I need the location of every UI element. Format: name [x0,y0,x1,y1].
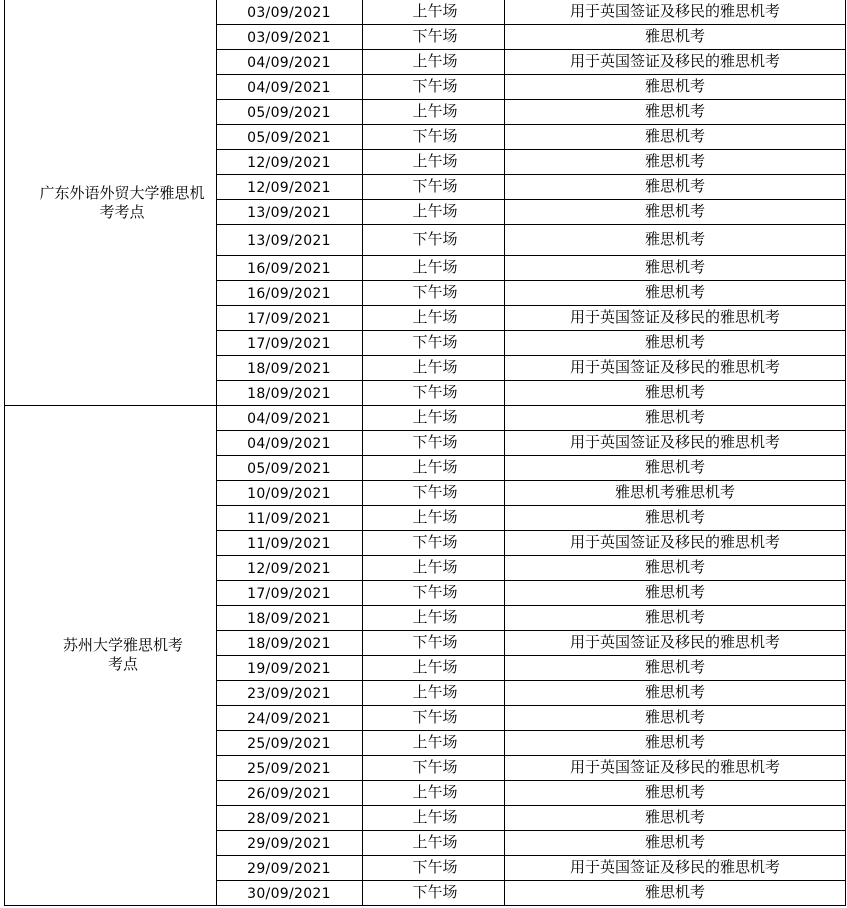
row-border [216,430,846,431]
date-cell: 11/09/2021 [247,510,331,527]
date-cell: 18/09/2021 [247,360,331,377]
date-cell: 29/09/2021 [247,835,331,852]
row-border [216,530,846,531]
session-cell: 上午场 [412,807,458,826]
row-border [216,199,846,200]
row-border [216,855,846,856]
exam-type-cell: 雅思机考 [644,176,705,195]
date-cell: 25/09/2021 [247,735,331,752]
session-cell: 下午场 [412,332,458,351]
date-cell: 16/09/2021 [247,285,331,302]
exam-type-cell: 雅思机考 [644,151,705,170]
date-cell: 17/09/2021 [247,310,331,327]
row-border [216,24,846,25]
exam-type-cell: 雅思机考 [644,507,705,526]
date-cell: 18/09/2021 [247,610,331,627]
session-cell: 下午场 [412,882,458,901]
row-border [216,755,846,756]
exam-type-cell: 用于英国签证及移民的雅思机考 [569,2,780,20]
date-cell: 17/09/2021 [247,335,331,352]
date-cell: 04/09/2021 [247,54,331,71]
row-border [216,830,846,831]
date-cell: 19/09/2021 [247,660,331,677]
exam-type-cell: 雅思机考 [644,76,705,95]
date-cell: 28/09/2021 [247,810,331,827]
session-cell: 上午场 [412,457,458,476]
exam-type-cell: 用于英国签证及移民的雅思机考 [569,632,780,651]
row-border [216,380,846,381]
session-cell: 上午场 [412,201,458,220]
session-cell: 下午场 [412,582,458,601]
exam-type-cell: 雅思机考 [644,782,705,801]
date-cell: 05/09/2021 [247,129,331,146]
exam-type-cell: 雅思机考 [644,807,705,826]
exam-type-cell: 用于英国签证及移民的雅思机考 [569,532,780,551]
session-cell: 下午场 [412,707,458,726]
session-cell: 下午场 [412,126,458,145]
date-cell: 12/09/2021 [247,154,331,171]
row-border [216,280,846,281]
exam-type-cell: 雅思机考 [644,382,705,401]
session-cell: 下午场 [412,482,458,501]
row-border [216,455,846,456]
exam-type-cell: 雅思机考 [644,332,705,351]
session-cell: 上午场 [412,507,458,526]
exam-type-cell: 雅思机考 [644,557,705,576]
date-cell: 12/09/2021 [247,560,331,577]
row-border [216,305,846,306]
venue-separator [4,405,846,406]
exam-type-cell: 用于英国签证及移民的雅思机考 [569,757,780,776]
exam-type-cell: 雅思机考 [644,26,705,45]
session-cell: 上午场 [412,782,458,801]
session-cell: 上午场 [412,151,458,170]
date-cell: 23/09/2021 [247,685,331,702]
session-cell: 上午场 [412,2,458,20]
session-cell: 上午场 [412,557,458,576]
row-border [216,630,846,631]
session-cell: 上午场 [412,357,458,376]
session-cell: 上午场 [412,101,458,120]
session-cell: 下午场 [412,432,458,451]
date-cell: 04/09/2021 [247,410,331,427]
exam-type-cell: 雅思机考 [644,101,705,120]
row-border [216,655,846,656]
date-cell: 24/09/2021 [247,710,331,727]
column-border [845,0,846,906]
row-border [216,174,846,175]
session-cell: 下午场 [412,26,458,45]
exam-type-cell: 用于英国签证及移民的雅思机考 [569,432,780,451]
row-border [216,555,846,556]
row-border [216,705,846,706]
session-cell: 上午场 [412,51,458,70]
date-cell: 26/09/2021 [247,785,331,802]
row-border [216,355,846,356]
venue-name-suzhou: 苏州大学雅思机考考点 [62,636,183,673]
exam-type-cell: 雅思机考雅思机考 [614,482,735,501]
date-cell: 04/09/2021 [247,79,331,96]
exam-type-cell: 雅思机考 [644,282,705,301]
exam-type-cell: 雅思机考 [644,607,705,626]
session-cell: 下午场 [412,532,458,551]
exam-type-cell: 雅思机考 [644,582,705,601]
exam-type-cell: 雅思机考 [644,657,705,676]
date-cell: 30/09/2021 [247,885,331,902]
exam-type-cell: 雅思机考 [644,201,705,220]
row-border [216,49,846,50]
row-border [216,224,846,225]
column-border [216,0,217,906]
exam-type-cell: 雅思机考 [644,732,705,751]
row-border [216,680,846,681]
row-border [216,99,846,100]
session-cell: 上午场 [412,307,458,326]
session-cell: 上午场 [412,732,458,751]
row-border [216,149,846,150]
session-cell: 上午场 [412,607,458,626]
exam-type-cell: 雅思机考 [644,457,705,476]
session-cell: 下午场 [412,382,458,401]
date-cell: 29/09/2021 [247,860,331,877]
session-cell: 下午场 [412,857,458,876]
date-cell: 13/09/2021 [247,232,331,249]
date-cell: 18/09/2021 [247,635,331,652]
exam-type-cell: 雅思机考 [644,682,705,701]
date-cell: 17/09/2021 [247,585,331,602]
session-cell: 下午场 [412,176,458,195]
column-border [4,0,5,906]
date-cell: 05/09/2021 [247,460,331,477]
date-cell: 13/09/2021 [247,204,331,221]
column-border [362,0,363,906]
row-border [216,880,846,881]
date-cell: 11/09/2021 [247,535,331,552]
exam-type-cell: 雅思机考 [644,407,705,426]
date-cell: 10/09/2021 [247,485,331,502]
row-border [216,730,846,731]
date-cell: 18/09/2021 [247,385,331,402]
venue-name-guangdong: 广东外语外贸大学雅思机考考点 [39,184,205,221]
exam-type-cell: 雅思机考 [644,229,705,248]
date-cell: 25/09/2021 [247,760,331,777]
exam-type-cell: 雅思机考 [644,707,705,726]
session-cell: 下午场 [412,76,458,95]
exam-type-cell: 雅思机考 [644,882,705,901]
row-border [216,605,846,606]
exam-type-cell: 用于英国签证及移民的雅思机考 [569,307,780,326]
row-border [216,124,846,125]
session-cell: 上午场 [412,257,458,276]
exam-type-cell: 雅思机考 [644,126,705,145]
exam-type-cell: 用于英国签证及移民的雅思机考 [569,51,780,70]
session-cell: 下午场 [412,632,458,651]
session-cell: 上午场 [412,832,458,851]
date-cell: 04/09/2021 [247,435,331,452]
date-cell: 16/09/2021 [247,260,331,277]
row-border [216,74,846,75]
row-border [4,905,846,906]
date-cell: 03/09/2021 [247,29,331,46]
session-cell: 上午场 [412,682,458,701]
session-cell: 下午场 [412,282,458,301]
row-border [216,805,846,806]
row-border [216,580,846,581]
row-border [216,780,846,781]
row-border [216,480,846,481]
session-cell: 下午场 [412,229,458,248]
row-border [216,330,846,331]
exam-type-cell: 雅思机考 [644,832,705,851]
date-cell: 05/09/2021 [247,104,331,121]
row-border [216,255,846,256]
session-cell: 上午场 [412,657,458,676]
date-cell: 03/09/2021 [247,5,331,21]
session-cell: 上午场 [412,407,458,426]
exam-type-cell: 用于英国签证及移民的雅思机考 [569,357,780,376]
session-cell: 下午场 [412,757,458,776]
date-cell: 12/09/2021 [247,179,331,196]
row-border [216,505,846,506]
exam-type-cell: 雅思机考 [644,257,705,276]
exam-type-cell: 用于英国签证及移民的雅思机考 [569,857,780,876]
